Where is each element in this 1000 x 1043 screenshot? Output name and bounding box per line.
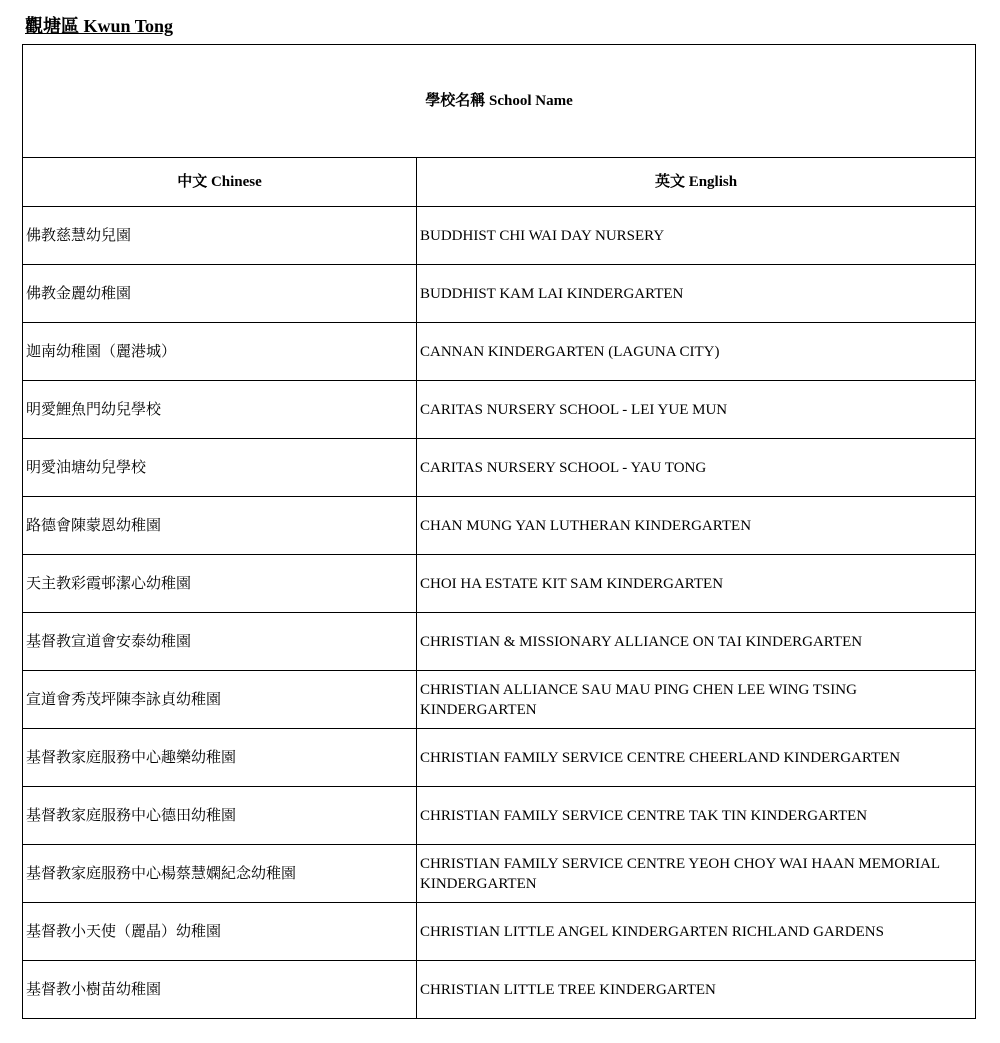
chinese-name-cell: 佛教金麗幼稚園 <box>23 265 417 323</box>
table-row <box>23 671 976 729</box>
table-row <box>23 555 976 613</box>
english-name-cell: CHRISTIAN ALLIANCE SAU MAU PING CHEN LEE WING TSING KINDERGARTEN <box>417 671 976 729</box>
table-row <box>23 381 976 439</box>
table-row <box>23 497 976 555</box>
table-row <box>23 265 976 323</box>
chinese-name-cell: 基督教家庭服務中心趣樂幼稚園 <box>23 729 417 787</box>
table-row <box>23 729 976 787</box>
english-name-cell: BUDDHIST KAM LAI KINDERGARTEN <box>417 265 976 323</box>
english-name-cell: CHRISTIAN FAMILY SERVICE CENTRE CHEERLAND KINDERGARTEN <box>417 729 976 787</box>
caption-row <box>23 45 976 158</box>
table-row <box>23 845 976 903</box>
chinese-name-cell: 基督教宣道會安泰幼稚園 <box>23 613 417 671</box>
chinese-name-cell: 明愛油塘幼兒學校 <box>23 439 417 497</box>
english-name-cell: CHRISTIAN & MISSIONARY ALLIANCE ON TAI KINDERGARTEN <box>417 613 976 671</box>
english-name-cell: BUDDHIST CHI WAI DAY NURSERY <box>417 207 976 265</box>
english-name-cell: CHRISTIAN FAMILY SERVICE CENTRE TAK TIN KINDERGARTEN <box>417 787 976 845</box>
english-name-cell: CARITAS NURSERY SCHOOL - YAU TONG <box>417 439 976 497</box>
chinese-name-cell: 基督教家庭服務中心德田幼稚園 <box>23 787 417 845</box>
chinese-name-cell: 路德會陳蒙恩幼稚園 <box>23 497 417 555</box>
table-row <box>23 961 976 1019</box>
chinese-name-cell: 迦南幼稚園（麗港城） <box>23 323 417 381</box>
english-name-cell: CHOI HA ESTATE KIT SAM KINDERGARTEN <box>417 555 976 613</box>
english-name-cell: CHAN MUNG YAN LUTHERAN KINDERGARTEN <box>417 497 976 555</box>
chinese-name-cell: 宣道會秀茂坪陳李詠貞幼稚園 <box>23 671 417 729</box>
chinese-name-cell: 佛教慈慧幼兒園 <box>23 207 417 265</box>
chinese-name-cell: 明愛鯉魚門幼兒學校 <box>23 381 417 439</box>
table-row <box>23 613 976 671</box>
chinese-name-cell: 基督教小樹苗幼稚園 <box>23 961 417 1019</box>
table-row <box>23 439 976 497</box>
chinese-name-cell: 天主教彩霞邨潔心幼稚園 <box>23 555 417 613</box>
table-row <box>23 903 976 961</box>
table-row <box>23 207 976 265</box>
english-name-cell: CHRISTIAN FAMILY SERVICE CENTRE YEOH CHOY WAI HAAN MEMORIAL KINDERGARTEN <box>417 845 976 903</box>
table-row <box>23 787 976 845</box>
english-name-cell: CHRISTIAN LITTLE ANGEL KINDERGARTEN RICHLAND GARDENS <box>417 903 976 961</box>
column-header-row <box>23 158 976 207</box>
column-header-chinese: 中文 Chinese <box>23 158 417 207</box>
school-table <box>22 44 976 1019</box>
school-name-caption: 學校名稱 School Name <box>23 45 976 158</box>
english-name-cell: CANNAN KINDERGARTEN (LAGUNA CITY) <box>417 323 976 381</box>
chinese-name-cell: 基督教小天使（麗晶）幼稚園 <box>23 903 417 961</box>
english-name-cell: CHRISTIAN LITTLE TREE KINDERGARTEN <box>417 961 976 1019</box>
district-title: 觀塘區 Kwun Tong <box>25 16 174 36</box>
table-row <box>23 323 976 381</box>
column-header-english: 英文 English <box>417 158 976 207</box>
chinese-name-cell: 基督教家庭服務中心楊蔡慧嫻紀念幼稚園 <box>23 845 417 903</box>
english-name-cell: CARITAS NURSERY SCHOOL - LEI YUE MUN <box>417 381 976 439</box>
